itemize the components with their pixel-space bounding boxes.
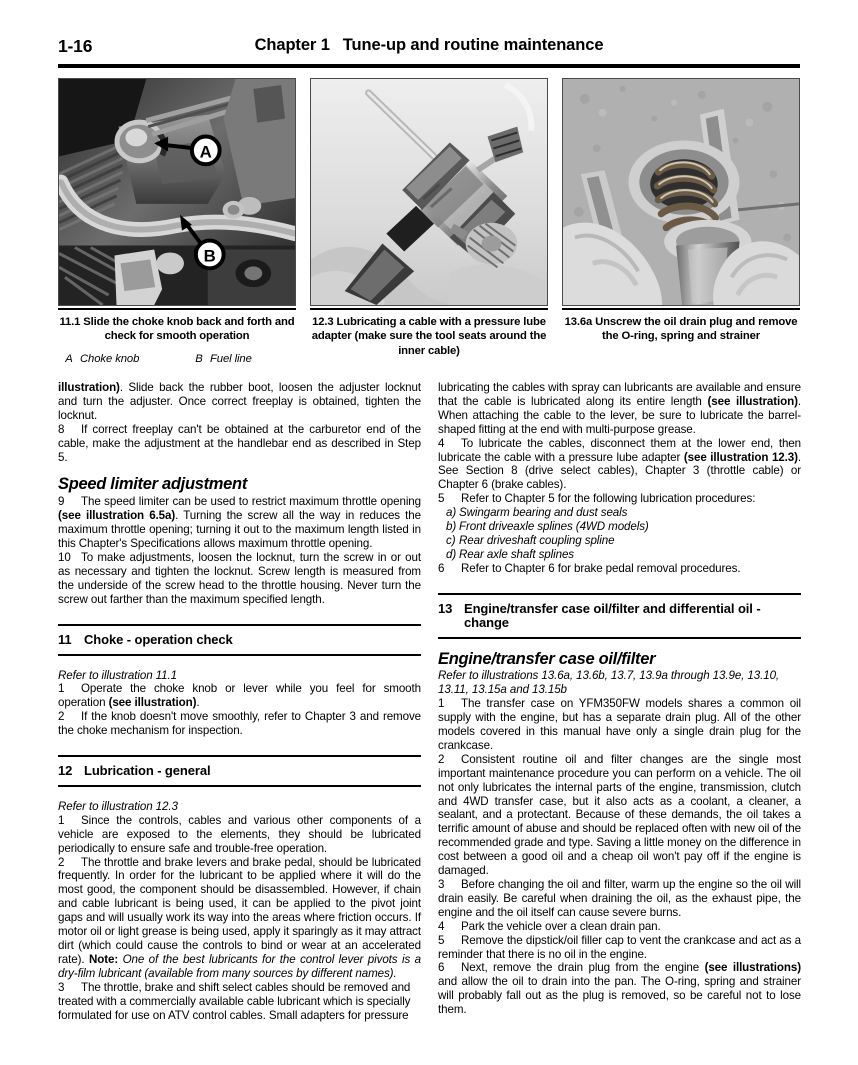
paragraph-text-a: To lubricate the cables, disconnect them at the lower end, then lubricate the cable with a pressure lube adapter <box>438 436 801 464</box>
paragraph-10 <box>58 551 421 607</box>
section-title-line-2: change <box>464 614 509 630</box>
paragraph-text: If the knob doesn't move smoothly, refer to Chapter 3 and remove the choke mechanism for inspection. <box>58 710 421 738</box>
refer-to-illustration-11-1: Refer to illustration 11.1 <box>58 668 177 682</box>
callout-label-b: Fuel line <box>210 352 252 365</box>
paragraph-text: . Slide back the rubber boot, loosen the adjuster locknut and turn the adjuster. Once correct freeplay is obtained, tighten the locknut. <box>58 381 421 422</box>
paragraph-number: 8 <box>58 422 65 436</box>
section-rule-bottom <box>438 637 801 639</box>
section-13-paragraph-1 <box>438 697 801 753</box>
caption-rule <box>562 308 800 310</box>
paragraph-text-a: Next, remove the drain plug from the engine <box>461 961 705 975</box>
paragraph-text-b: . <box>196 696 200 710</box>
oil-drain-plug-photo <box>563 79 799 305</box>
bold-illustration-ref: (see illustration 6.5a) <box>58 509 176 523</box>
caption-text: 13.6a Unscrew the oil drain plug and remove the O-ring, spring and strainer <box>564 316 798 343</box>
list-item-letter: c) <box>446 533 456 547</box>
paragraph-9 <box>58 495 421 551</box>
body-column-right <box>438 381 801 1017</box>
bold-illustration-ref: (see illustration) <box>707 394 798 408</box>
section-13-paragraph-5 <box>438 934 801 962</box>
section-number: 11 <box>58 631 72 647</box>
refer-to-illustration-12-3: Refer to illustration 12.3 <box>58 799 178 813</box>
paragraph-text: Refer to Chapter 5 for the following lubrication procedures: <box>461 492 756 506</box>
paragraph-number: 6 <box>438 961 445 975</box>
paragraph-text: Before changing the oil and filter, warm up the engine so the oil will drain easily. Be careful when draining the oil, as the exhaust pipe, the engine and the oil itself can cause severe burns. <box>438 878 801 919</box>
svg-text:B: B <box>203 246 216 266</box>
paragraph-text: The throttle and brake levers and brake pedal, should be lubricated frequently. In order for the lubricant to be applied where it will do the most good, the component should be disassembled. However, if chain and cable lubricant is being used, it can be applied to the pivot joint gaps and will usually work its way into the areas where friction occurs. If motor oil or light grease is being used, apply it sparingly as it may attract dirt (which could cause the controls to bind or wear at an accelerated rate). <box>58 855 421 966</box>
paragraph-text-a: Operate the choke knob or lever while you feel for smooth operation <box>58 682 421 710</box>
paragraph-number: 3 <box>58 980 65 994</box>
section-number: 12 <box>58 763 73 779</box>
pressure-lube-adapter-photo <box>311 79 547 305</box>
paragraph-8 <box>58 423 421 465</box>
section-11-paragraph-2 <box>58 710 421 738</box>
section-13-paragraph-3 <box>438 878 801 920</box>
callout-label-a: Choke knob <box>80 352 140 365</box>
paragraph-number: 5 <box>438 492 445 506</box>
section-title <box>464 602 761 630</box>
header-divider-rule <box>58 64 800 68</box>
caption-text: 12.3 Lubricating a cable with a pressure lube adapter (make sure the tool seats around the inner cable) <box>311 316 547 357</box>
paragraph-number: 9 <box>58 495 65 509</box>
svg-text:A: A <box>199 142 212 162</box>
paragraph-text: To make adjustments, loosen the locknut, turn the screw in or out as necessary and tighten the locknut. Screw length is measured from the underside of the screw head to the throttle housing. Never turn the screw out farther than the maximum specified length. <box>58 550 421 606</box>
section-title-line-1: Engine/transfer case oil/filter and differential oil - <box>464 600 761 616</box>
note-label: Note: <box>88 952 119 966</box>
figure-image-13-6a <box>562 78 800 306</box>
figure-strip <box>58 78 800 306</box>
paragraph-number: 2 <box>438 752 445 766</box>
callout-letter-a: A <box>65 352 73 365</box>
section-13-paragraph-2 <box>438 753 801 878</box>
paragraph-text-a: The speed limiter can be used to restrict maximum throttle opening <box>81 495 421 509</box>
list-item <box>438 548 801 562</box>
paragraph-number: 2 <box>58 855 65 869</box>
refer-to-illustrations-line-2: 13.11, 13.15a and 13.15b <box>438 683 567 697</box>
figure-caption-11-1 <box>58 308 296 365</box>
chapter-title: Tune-up and routine maintenance <box>342 36 604 54</box>
paragraph-text: If correct freeplay can't be obtained at the carburetor end of the cable, make the adjustment at the handlebar end as described in Step 5. <box>58 422 421 464</box>
bold-lead-illustration: illustration) <box>58 381 120 394</box>
paragraph-continuation <box>58 381 421 423</box>
section-title-row <box>58 757 421 785</box>
figure-caption-13-6a <box>562 308 800 365</box>
paragraph-text-b: and allow the oil to drain into the pan. The O-ring, spring and strainer will probably fall out as the plug is removed, so be careful not to lose them. <box>438 975 801 1017</box>
list-item-letter: a) <box>446 506 457 520</box>
paragraph-number: 2 <box>58 710 65 724</box>
section-number: 13 <box>438 600 453 616</box>
bold-illustration-ref: (see illustration) <box>108 696 197 710</box>
section-title: Lubrication - general <box>84 763 211 779</box>
paragraph-6 <box>438 562 801 576</box>
paragraph-continuation <box>438 381 801 437</box>
paragraph-number: 6 <box>438 561 445 575</box>
subheading-engine-transfer-case: Engine/transfer case oil/filter <box>438 649 656 668</box>
paragraph-text: Consistent routine oil and filter changes are the single most important maintenance procedure you can perform on a vehicle. The oil not only lubricates the internal parts of the engine, transmission, clutch and 4WD transfer case, but it also acts as a coolant, a cleaner, a sealant, and a protectant. Because of these demands, the oil takes a terrific amount of abuse and should be replaced often with new oil of the recommended grade and type. Saving a little money on the difference in cost between a good oil and a cheap oil won't pay off if the engine is damaged. <box>438 752 801 878</box>
list-item-letter: b) <box>446 520 457 534</box>
section-heading-11 <box>58 624 421 656</box>
figure-image-11-1 <box>58 78 296 306</box>
paragraph-text-a: lubricating the cables with spray can lubricants are available and ensure that the cable is lubricated along its entire length <box>438 381 801 408</box>
caption-text: 11.1 Slide the choke knob back and forth and check for smooth operation <box>59 316 295 343</box>
caption-rule <box>58 308 296 310</box>
chapter-label: Chapter 1 <box>254 36 330 54</box>
paragraph-number: 1 <box>58 682 65 696</box>
section-title-row <box>438 595 801 637</box>
list-item-text: Rear driveshaft coupling spline <box>459 533 615 547</box>
section-13-paragraph-6 <box>438 961 801 1017</box>
figure-caption-12-3 <box>310 308 548 365</box>
paragraph-text: Refer to Chapter 6 for brake pedal removal procedures. <box>461 561 741 575</box>
list-item <box>438 520 801 534</box>
figure-caption-row <box>58 308 800 365</box>
list-item-letter: d) <box>446 547 457 561</box>
list-item-text: Front driveaxle splines (4WD models) <box>459 520 649 534</box>
list-item <box>438 534 801 548</box>
section-12-paragraph-1 <box>58 814 421 856</box>
list-item-text: Rear axle shaft splines <box>459 547 574 561</box>
caption-rule <box>310 308 548 310</box>
list-item-text: Swingarm bearing and dust seals <box>459 506 628 520</box>
paragraph-text: The throttle, brake and shift select cables should be removed and treated with a commercially available cable lubricant which is specially formulated for use on ATV control cables. Small adapters for pressure <box>58 980 411 1022</box>
paragraph-number: 5 <box>438 933 445 947</box>
lubrication-procedure-list <box>438 506 801 562</box>
paragraph-text: Park the vehicle over a clean drain pan. <box>461 919 661 933</box>
bold-illustration-ref: (see illustrations) <box>704 961 801 975</box>
figure-image-12-3 <box>310 78 548 306</box>
paragraph-text-b: . Turning the screw all the way in reduces the maximum throttle opening; turning it out to the maximum length listed in this Chapter's Specifications allows maximum throttle opening. <box>58 509 421 551</box>
paragraph-5 <box>438 492 801 506</box>
section-heading-12 <box>58 755 421 787</box>
paragraph-number: 4 <box>438 919 445 933</box>
paragraph-text: The transfer case on YFM350FW models shares a common oil supply with the engine, but has a separate drain plug. All of the other models covered in this manual have only a single drain plug for the crankcase. <box>438 697 801 752</box>
section-12-paragraph-3 <box>58 981 421 1023</box>
note-text: One of the best lubricants for the control lever pivots is a dry-film lubricant (available from many sources by different names). <box>58 952 421 980</box>
subheading-speed-limiter: Speed limiter adjustment <box>58 475 248 494</box>
paragraph-number: 1 <box>58 813 65 827</box>
paragraph-number: 10 <box>58 550 71 564</box>
refer-to-illustrations-line-1: Refer to illustrations 13.6a, 13.6b, 13.7, 13.9a through 13.9e, 13.10, <box>438 669 780 683</box>
paragraph-number: 1 <box>438 697 445 711</box>
engine-carburetor-photo <box>59 79 295 305</box>
list-item <box>438 506 801 520</box>
folio-page-number: 1-16 <box>58 36 93 56</box>
body-column-left <box>58 381 421 1022</box>
paragraph-number: 4 <box>438 436 445 450</box>
caption-callout-key <box>58 353 296 365</box>
paragraph-text: Remove the dipstick/oil filler cap to vent the crankcase and act as a reminder that there is no oil in the engine. <box>438 933 801 961</box>
page-header <box>58 36 800 66</box>
paragraph-4 <box>438 437 801 493</box>
page-title <box>58 36 800 55</box>
bold-illustration-ref: (see illustration 12.3) <box>683 450 798 464</box>
section-11-paragraph-1 <box>58 682 421 710</box>
paragraph-number: 3 <box>438 878 445 891</box>
section-title-row <box>58 626 421 654</box>
paragraph-text: Since the controls, cables and various other components of a vehicle are exposed to the elements, they should be lubricated periodically to ensure safe and trouble-free operation. <box>58 813 421 855</box>
section-12-paragraph-2 <box>58 856 421 981</box>
section-title: Choke - operation check <box>84 631 233 647</box>
paragraph-text-b: . When attaching the cable to the lever, be sure to lubricate the barrel-shaped fitting at the end with multi-purpose grease. <box>438 394 801 436</box>
paragraph-text-b: . See Section 8 (drive select cables), Chapter 3 (throttle cable) or Chapter 6 (brake cables). <box>438 450 801 492</box>
callout-letter-b: B <box>195 352 203 365</box>
section-13-paragraph-4 <box>438 920 801 934</box>
section-heading-13 <box>438 593 801 639</box>
